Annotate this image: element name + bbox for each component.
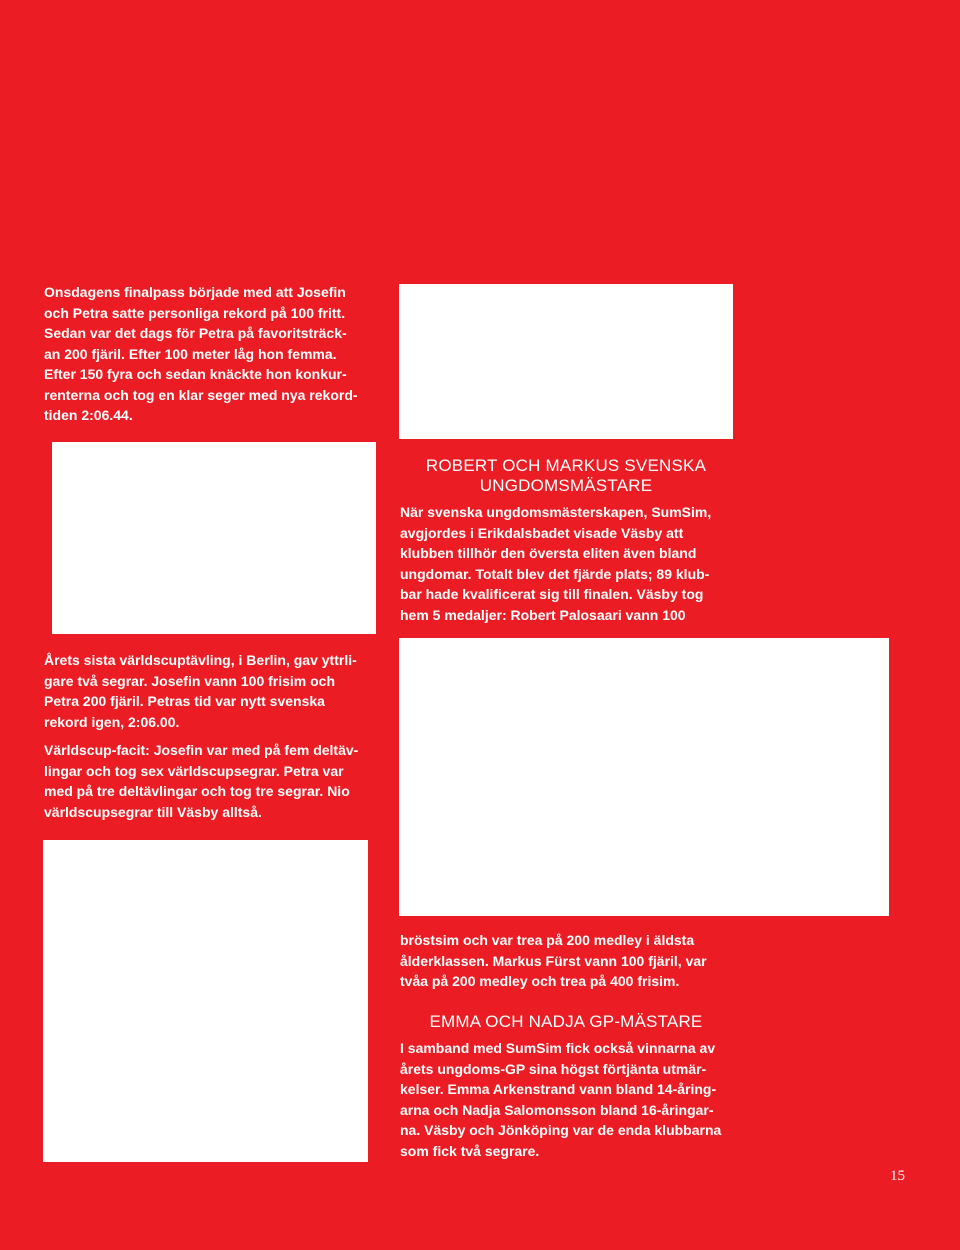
text-line: an 200 fjäril. Efter 100 meter låg hon femma. xyxy=(44,345,337,362)
text-line: ungdomar. Totalt blev det fjärde plats; 89 klub- xyxy=(400,565,710,582)
text-line: avgjordes i Erikdalsbadet visade Väsby att xyxy=(400,524,684,541)
text-line: rekord igen, 2:06.00. xyxy=(44,713,180,730)
text-line: na. Väsby och Jönköping var de enda klubbarna xyxy=(400,1122,722,1138)
text-line: Efter 150 fyra och sedan knäckte hon konkur- xyxy=(44,366,347,382)
photo-top-right xyxy=(399,284,733,439)
heading-line: UNGDOMSMÄSTARE xyxy=(479,476,653,495)
heading-line: EMMA OCH NADJA GP-MÄSTARE xyxy=(429,1012,703,1031)
text-line: gare två segrar. Josefin vann 100 frisim och xyxy=(44,672,336,689)
text-line: kelser. Emma Arkenstrand vann bland 14-åring- xyxy=(400,1081,717,1097)
text-line: tiden 2:06.44. xyxy=(44,407,133,423)
gp-paragraph xyxy=(400,1038,745,1161)
text-line: Sedan var det dags för Petra på favoritsträck- xyxy=(44,325,347,341)
berlin-paragraph xyxy=(44,650,389,732)
brostsim-paragraph xyxy=(400,930,745,992)
text-line: tvåa på 200 medley och trea på 400 frisim. xyxy=(400,973,680,989)
page-number: 15 xyxy=(890,1168,905,1184)
text-line: bröstsim och var trea på 200 medley i äldsta xyxy=(400,932,695,948)
heading-line: ROBERT OCH MARKUS SVENSKA xyxy=(425,456,707,475)
text-line: bar hade kvalificerat sig till finalen. Väsby tog xyxy=(400,586,704,602)
section-heading-ungdomsmastare xyxy=(400,456,732,496)
text-line: med på tre deltävlingar och tog tre segrar. Nio xyxy=(44,783,350,799)
text-line: När svenska ungdomsmästerskapen, SumSim, xyxy=(400,504,712,520)
text-line: Onsdagens finalpass började med att Josefin xyxy=(44,284,346,300)
text-line: världscupsegrar till Väsby alltså. xyxy=(44,803,262,820)
worldcup-facit-paragraph xyxy=(44,740,389,822)
text-line: och Petra satte personliga rekord på 100 fritt. xyxy=(44,304,346,321)
text-line: Världscup-facit: Josefin var med på fem deltäv- xyxy=(44,742,359,758)
ungdom-paragraph xyxy=(400,502,735,625)
text-line: klubben tillhör den översta eliten även bland xyxy=(400,545,697,561)
text-line: Årets sista världscuptävling, i Berlin, gav yttrli- xyxy=(44,652,357,668)
section-heading-gp-mastare xyxy=(400,1012,732,1032)
text-line: Petra 200 fjäril. Petras tid var nytt svenska xyxy=(44,693,325,709)
text-line: hem 5 medaljer: Robert Palosaari vann 100 xyxy=(400,606,686,623)
text-line: arna och Nadja Salomonsson bland 16-åringar- xyxy=(400,1101,714,1118)
text-line: årets ungdoms-GP sina högst förtjänta utmär- xyxy=(400,1060,707,1077)
text-line: I samband med SumSim fick också vinnarna av xyxy=(400,1040,716,1056)
photo-right-middle xyxy=(399,638,889,916)
text-line: lingar och tog sex världscupsegrar. Petra var xyxy=(44,762,344,779)
text-line: ålderklassen. Markus Fürst vann 100 fjäril, var xyxy=(400,952,707,969)
photo-bottom-left xyxy=(43,840,368,1162)
article-intro-paragraph xyxy=(44,282,379,426)
text-line: renterna och tog en klar seger med nya rekord- xyxy=(44,386,358,403)
photo-left-middle xyxy=(52,442,376,634)
text-line: som fick två segrare. xyxy=(400,1142,540,1159)
